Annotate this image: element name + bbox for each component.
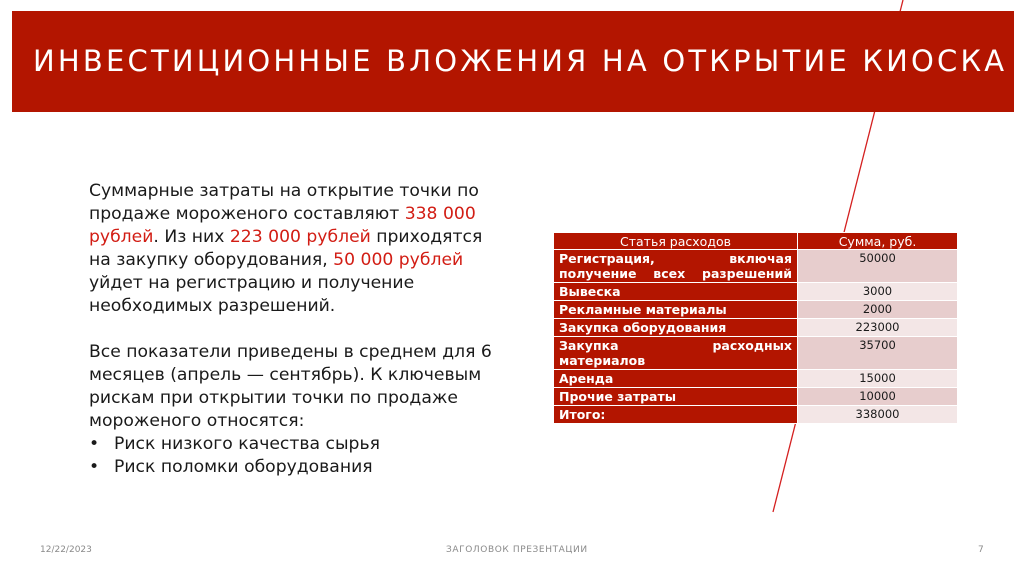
- expense-amount: 3000: [798, 283, 958, 301]
- table-row: [554, 319, 958, 337]
- total-label: Итого:: [554, 406, 798, 424]
- table-row: [554, 301, 958, 319]
- footer-presentation-title: ЗАГОЛОВОК ПРЕЗЕНТАЦИИ: [446, 545, 588, 555]
- summary-text-segment: Суммарные затраты на открытие точки по продаже мороженого составляют: [89, 181, 479, 224]
- table-row: [554, 406, 958, 424]
- table-header-row: [554, 233, 958, 250]
- paragraph-gap: [89, 318, 509, 341]
- expense-label: Аренда: [554, 370, 798, 388]
- expense-label: Вывеска: [554, 283, 798, 301]
- risk-item-text: Риск поломки оборудования: [114, 457, 373, 477]
- expense-label: Рекламные материалы: [554, 301, 798, 319]
- highlighted-amount: 223 000 рублей: [229, 227, 371, 247]
- expense-amount: 35700: [798, 337, 958, 370]
- table-row: [554, 370, 958, 388]
- footer-date: 12/22/2023: [40, 545, 92, 555]
- table-row: [554, 337, 958, 370]
- expense-label: Закупка расходных материалов: [554, 337, 798, 370]
- expense-amount: 2000: [798, 301, 958, 319]
- table-row: [554, 388, 958, 406]
- summary-text-segment: уйдет на регистрацию и получение необходимых разрешений.: [89, 273, 415, 316]
- slide-title: ИНВЕСТИЦИОННЫЕ ВЛОЖЕНИЯ НА ОТКРЫТИЕ КИОСКА: [33, 44, 1008, 78]
- expense-amount: 10000: [798, 388, 958, 406]
- column-header-amount: Сумма, руб.: [798, 233, 958, 250]
- bullet-icon: •: [89, 434, 100, 454]
- expense-label: Регистрация, включая получение всех разрешений: [554, 250, 798, 283]
- expense-label: Закупка оборудования: [554, 319, 798, 337]
- table-row: [554, 283, 958, 301]
- total-amount: 338000: [798, 406, 958, 424]
- highlighted-amount: 338 000 рублей: [89, 204, 476, 247]
- footer-page-number: 7: [978, 545, 984, 555]
- summary-text-segment: приходятся на закупку оборудования,: [89, 227, 483, 270]
- expense-amount: 50000: [798, 250, 958, 283]
- bullet-icon: •: [89, 457, 100, 477]
- expense-amount: 15000: [798, 370, 958, 388]
- column-header-item: Статья расходов: [554, 233, 798, 250]
- expense-amount: 223000: [798, 319, 958, 337]
- highlighted-amount: 50 000 рублей: [333, 250, 464, 270]
- risk-list: [89, 433, 509, 479]
- summary-paragraph: [89, 180, 509, 318]
- risk-item-text: Риск низкого качества сырья: [114, 434, 380, 454]
- list-item: [89, 433, 509, 456]
- list-item: [89, 456, 509, 479]
- expense-table: [553, 232, 958, 424]
- summary-text-segment: . Из них: [153, 227, 230, 247]
- body-text: [89, 180, 509, 479]
- table-row: [554, 250, 958, 283]
- risks-paragraph: Все показатели приведены в среднем для 6 месяцев (апрель — сентябрь). К ключевым рискам при открытии точки по продаже мороженого относятся:: [89, 342, 492, 431]
- expense-label: Прочие затраты: [554, 388, 798, 406]
